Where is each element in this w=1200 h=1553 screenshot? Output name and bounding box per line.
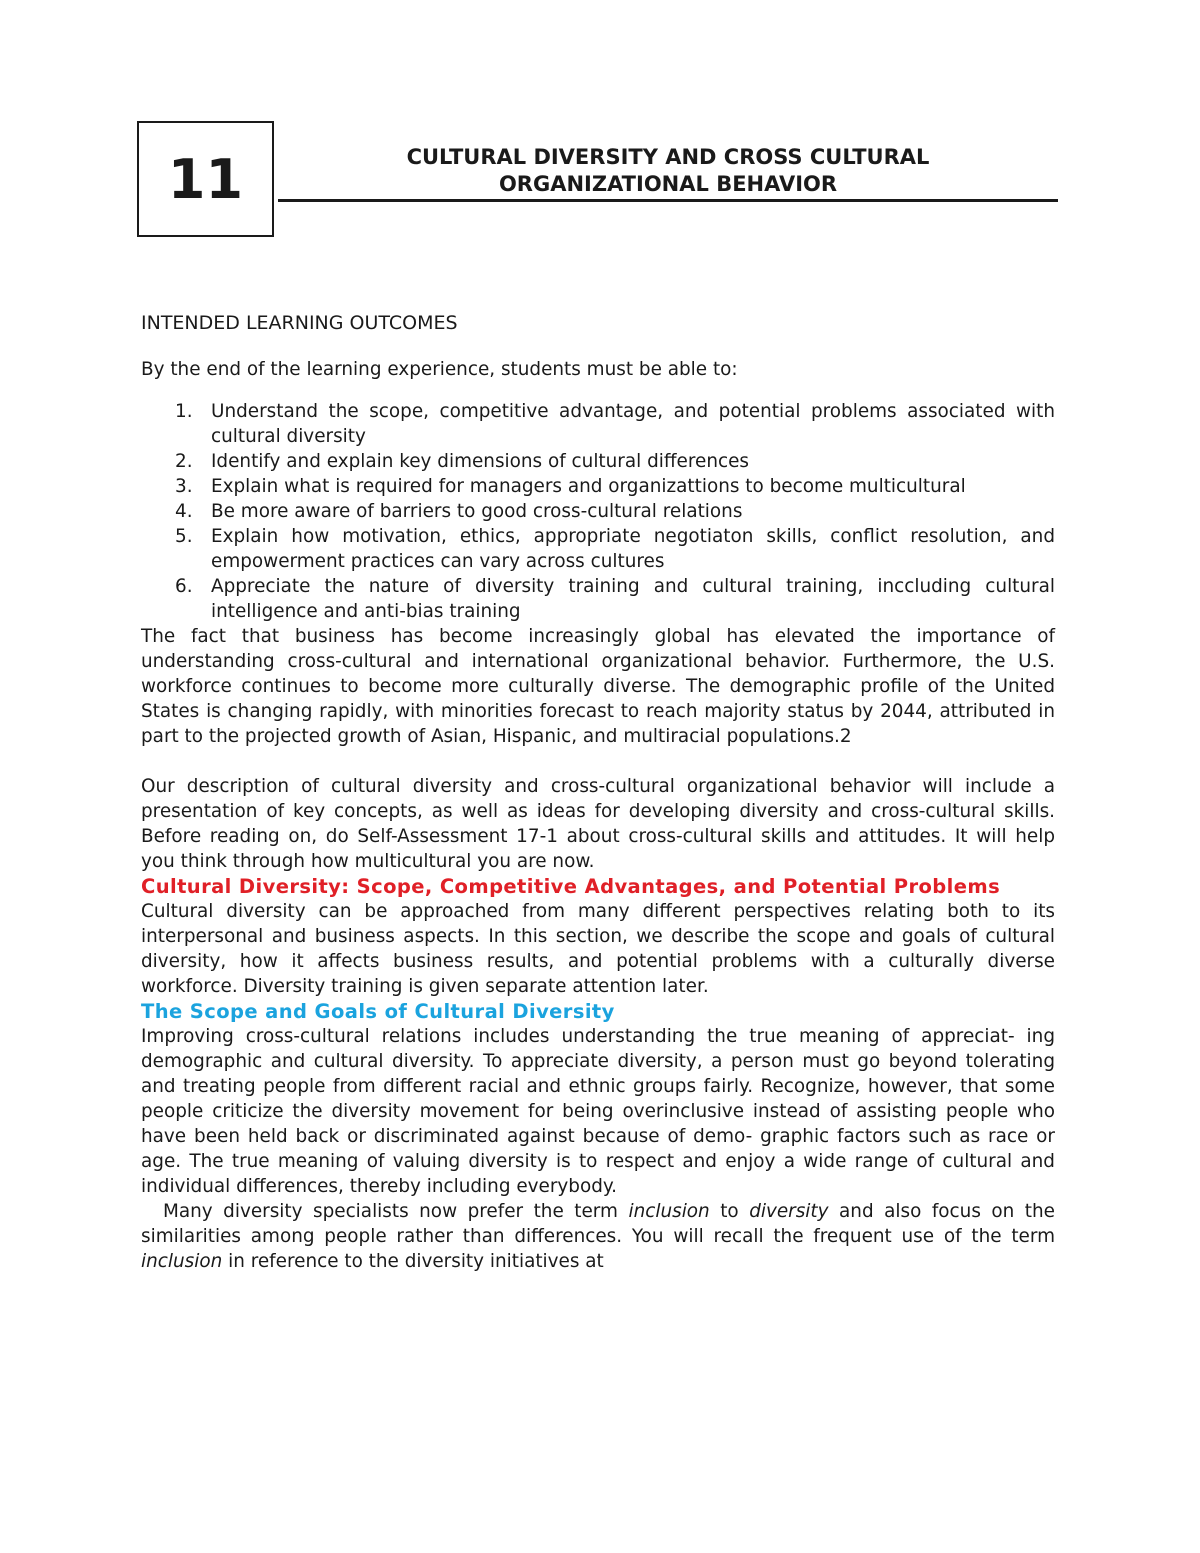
paragraph-global-business: The fact that business has become increasingly global has elevated the importance of understanding cross-cultural and international organizational behavior. Furthermore, the U.S. workforce continues to become more culturally diverse. The demographic profile of the United States is changing rapidly, with minorities forecast to reach majority status by 2044, attributed in part to the projected growth of Asian, Hispanic, and multiracial populations.2 xyxy=(141,626,1055,747)
section-heading-scope-goals: The Scope and Goals of Cultural Diversity xyxy=(141,1000,615,1023)
list-item-text: Appreciate the nature of diversity training and cultural training, inccluding cultural intelligence and anti-bias training xyxy=(211,576,1055,622)
chapter-number: 11 xyxy=(167,147,244,211)
text-run: to xyxy=(709,1201,750,1222)
emphasis-inclusion: inclusion xyxy=(141,1251,223,1272)
text-run: Many diversity specialists now prefer the term xyxy=(163,1201,629,1222)
paragraph-description: Our description of cultural diversity and cross-cultural organizational behavior will include a presentation of key concepts, as well as ideas for developing diversity and cross-cultural skills. Before reading on, do Self-Assessment 17-1 about cross-cultural skills and attitudes. It will help you think through how multicultural you are now. xyxy=(141,776,1055,872)
ilo-heading: INTENDED LEARNING OUTCOMES xyxy=(141,312,458,334)
list-item-text: Explain how motivation, ethics, appropriate negotiaton skills, conflict resolution, and empowerment practices can vary across cultures xyxy=(211,526,1055,572)
chapter-title-line-2: ORGANIZATIONAL BEHAVIOR xyxy=(498,172,838,196)
ilo-intro: By the end of the learning experience, students must be able to: xyxy=(141,359,738,380)
emphasis-diversity: diversity xyxy=(749,1201,829,1222)
list-item xyxy=(141,474,1055,499)
chapter-title xyxy=(278,144,1058,198)
paragraph-cultural-diversity: Cultural diversity can be approached from many different perspectives relating both to its interpersonal and business aspects. In this section, we describe the scope and goals of cultural diversity, how it affects business results, and potential problems with a culturally diverse workforce. Diversity training is given separate attention later. xyxy=(141,901,1055,997)
list-item xyxy=(141,449,1055,474)
list-item xyxy=(141,399,1055,449)
list-item-text: Identify and explain key dimensions of cultural differences xyxy=(211,451,749,472)
chapter-number-box xyxy=(137,121,274,237)
list-item xyxy=(141,499,1055,524)
list-item-number: 5. xyxy=(175,526,193,547)
paragraph-inclusion xyxy=(141,1199,1055,1274)
list-item xyxy=(141,524,1055,574)
emphasis-inclusion: inclusion xyxy=(628,1201,710,1222)
section-heading-cultural-diversity: Cultural Diversity: Scope, Competitive Advantages, and Potential Problems xyxy=(141,875,1001,898)
paragraph-scope-goals: Improving cross-cultural relations includes understanding the true meaning of appreciat- ing demographic and cultural diversity. To appreciate diversity, a person must go beyond tolerating and treating people from different racial and ethnic groups fairly. Recognize, however, that some people criticize the diversity movement for being overinclusive instead of assisting people who have been held back or discriminated against because of demo- graphic factors such as race or age. The true meaning of valuing diversity is to respect and enjoy a wide range of cultural and individual differences, thereby including everybody. xyxy=(141,1026,1055,1197)
list-item-number: 3. xyxy=(175,476,193,497)
list-item-number: 6. xyxy=(175,576,193,597)
learning-outcomes-list xyxy=(141,399,1055,624)
title-underline xyxy=(278,199,1058,202)
list-item-text: Explain what is required for managers and organizattions to become multicultural xyxy=(211,476,966,497)
text-run: and also focus on the similarities among people rather than differences. You will recall the frequent use of the term xyxy=(141,1201,1055,1247)
list-item-text: Understand the scope, competitive advantage, and potential problems associated with cultural diversity xyxy=(211,401,1055,447)
list-item-number: 4. xyxy=(175,501,193,522)
text-run: in reference to the diversity initiatives at xyxy=(222,1251,604,1272)
list-item-text: Be more aware of barriers to good cross-cultural relations xyxy=(211,501,743,522)
paragraph-gap xyxy=(141,749,1055,774)
chapter-title-line-1: CULTURAL DIVERSITY AND CROSS CULTURAL xyxy=(406,145,930,169)
main-content xyxy=(141,311,1055,1274)
list-item-number: 2. xyxy=(175,451,193,472)
list-item-number: 1. xyxy=(175,401,193,422)
list-item xyxy=(141,574,1055,624)
